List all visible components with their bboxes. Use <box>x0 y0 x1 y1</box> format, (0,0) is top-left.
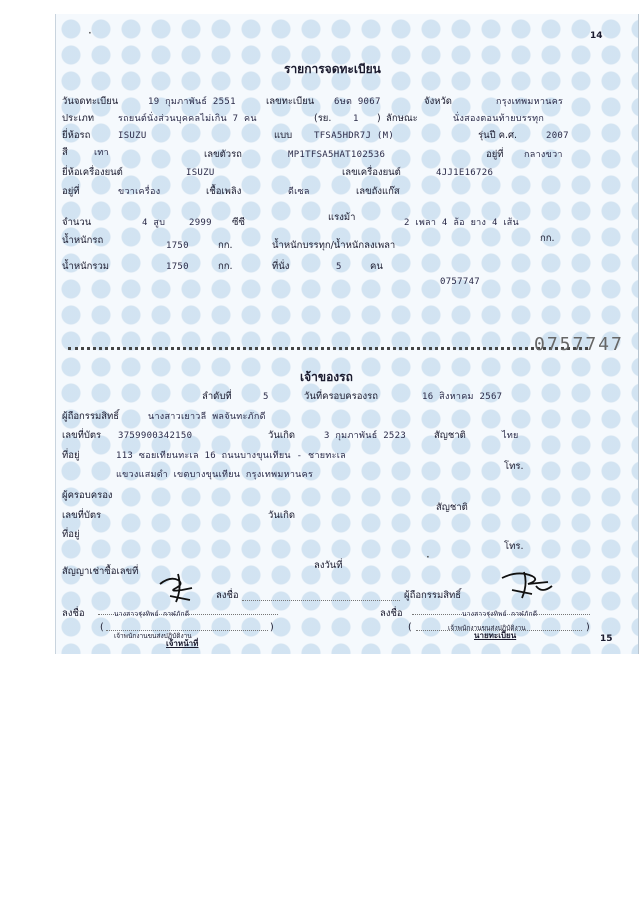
possessor-label: ผู้ครอบครอง <box>62 490 113 501</box>
id-label: เลขที่บัตร <box>62 430 102 441</box>
page-number-bottom: 15 <box>600 634 613 644</box>
left-sign-label: ลงชื่อ <box>62 608 85 619</box>
owner-sig-label: ผู้ถือกรรมสิทธิ์ <box>404 590 462 601</box>
cc-label: ซีซี <box>232 217 245 228</box>
model-value: TFSA5HDR7J (M) <box>314 131 395 141</box>
right-sign-label: ลงชื่อ <box>380 608 403 619</box>
brand-label: ยี่ห้อรถ <box>62 130 91 141</box>
registrar-signature-right <box>498 566 558 602</box>
reg-date-value: 19 กุมภาพันธ์ 2551 <box>148 97 236 107</box>
type-label: ประเภท <box>62 113 95 124</box>
persons-label: คน <box>370 261 383 272</box>
axle-value: 2 เพลา 4 ล้อ ยาง 4 เส้น <box>404 218 520 228</box>
hp-label: แรงม้า <box>328 212 356 223</box>
owner-title: เจ้าของรถ <box>300 370 353 384</box>
left-officer-title: เจ้าพนักงานขนส่งปฏิบัติงาน <box>114 632 192 640</box>
chassis-value: MP1TFSA5HAT102536 <box>288 150 386 160</box>
birth2-label: วันเกิด <box>268 510 295 521</box>
province-value: กรุงเทพมหานคร <box>496 97 564 107</box>
seats-label: ที่นั่ง <box>272 261 290 272</box>
engine-no-value: 4JJ1E16726 <box>436 168 494 178</box>
at-label: อยู่ที่ <box>486 149 504 160</box>
at2-label: อยู่ที่ <box>62 186 80 197</box>
engine-brand-value: ISUZU <box>186 168 215 178</box>
kg-1: กก. <box>218 240 233 251</box>
cc-value: 2999 <box>189 218 212 228</box>
order-label: ลำดับที่ <box>202 391 232 402</box>
brand-value: ISUZU <box>118 131 147 141</box>
payload-label: น้ำหนักบรรทุก/น้ำหนักลงเพลา <box>272 240 396 251</box>
nationality-value: ไทย <box>502 431 519 441</box>
engine-no-label: เลขเครื่องยนต์ <box>342 167 401 178</box>
birth-value: 3 กุมภาพันธ์ 2523 <box>324 431 407 441</box>
nationality-label: สัญชาติ <box>434 430 466 441</box>
reg-no-label: เลขทะเบียน <box>266 96 315 107</box>
type-value: รถยนต์นั่งส่วนบุคคลไม่เกิน 7 คน <box>118 114 257 124</box>
signed-date-label: ลงวันที่ <box>314 560 343 571</box>
tel-label: โทร. <box>504 461 524 472</box>
owner-label: ผู้ถือกรรมสิทธิ์ <box>62 411 120 422</box>
birth-label: วันเกิด <box>268 430 295 441</box>
tear-line <box>68 347 588 350</box>
cylinders-label: จำนวน <box>62 217 92 228</box>
address2-label: ที่อยู่ <box>62 529 80 540</box>
character-value: นั่งสองตอนท้ายบรรทุก <box>453 114 545 124</box>
engine-brand-label: ยี่ห้อเครื่องยนต์ <box>62 167 123 178</box>
id2-label: เลขที่บัตร <box>62 510 102 521</box>
chassis-label: เลขตัวรถ <box>204 149 242 160</box>
color-value: เทา <box>94 148 109 158</box>
serial-number: 0757747 <box>440 277 481 287</box>
model-label: แบบ <box>274 130 293 141</box>
owner-sign-line <box>242 600 400 601</box>
weight-label: น้ำหนักรถ <box>62 235 104 246</box>
sign-label: ลงชื่อ <box>216 590 239 601</box>
fuel-label: เชื้อเพลิง <box>206 186 242 197</box>
registration-title: รายการจดทะเบียน <box>284 62 381 76</box>
address-line1: 113 ซอยเทียนทะเล 16 ถนนบางขุนเทียน - ชายทะเล <box>116 451 346 461</box>
fuel-value: ดีเซล <box>288 187 310 197</box>
total-weight-label: น้ำหนักรวม <box>62 261 110 272</box>
possession-date-label: วันที่ครอบครองรถ <box>304 391 378 402</box>
rb-value: 1 <box>353 114 359 124</box>
owner-value: นางสาวเยาวลี พลจันทะภักดี <box>148 412 266 422</box>
seats-value: 5 <box>336 262 342 272</box>
at-value: กลางขวา <box>524 150 563 160</box>
possession-date-value: 16 สิงหาคม 2567 <box>422 392 503 402</box>
hire-contract-label: สัญญาเช่าซื้อเลขที่ <box>62 566 139 577</box>
color-label: สี <box>62 147 68 158</box>
reg-date-label: วันจดทะเบียน <box>62 96 119 107</box>
speck-top: · <box>88 26 92 40</box>
left-role: เจ้าหน้าที่ <box>166 639 199 648</box>
order-value: 5 <box>263 392 269 402</box>
right-officer-title: เจ้าพนักงานขนส่งปฏิบัติงาน <box>448 624 526 632</box>
nationality2-label: สัญชาติ <box>436 502 468 513</box>
address-line2: แขวงแสมดำ เขตบางขุนเทียน กรุงเทพมหานคร <box>116 470 314 480</box>
reg-no-value: 6ษต 9067 <box>334 97 381 107</box>
page-number-top: 14 <box>590 31 603 41</box>
rb-label: (รย. <box>314 113 332 124</box>
right-role: นายทะเบียน <box>474 631 517 640</box>
model-year-value: 2007 <box>546 131 569 141</box>
address-label: ที่อยู่ <box>62 450 80 461</box>
right-officer-name: นางสาวรุ่งทิพย์ กาฬภักดี <box>462 610 538 618</box>
weight-value: 1750 <box>166 241 189 251</box>
character-label: ลักษณะ <box>386 113 418 124</box>
id-value: 3759900342150 <box>118 431 193 441</box>
tel2-label: โทร. <box>504 541 524 552</box>
tank-label: เลขถังแก๊ส <box>356 186 400 197</box>
kg-2: กก. <box>540 233 555 244</box>
model-year-label: รุ่นปี ค.ศ. <box>478 130 518 141</box>
province-label: จังหวัด <box>424 96 452 107</box>
left-officer-name: นางสาวรุ่งทิพย์ กาฬภักดี <box>114 610 190 618</box>
total-weight-value: 1750 <box>166 262 189 272</box>
kg-3: กก. <box>218 261 233 272</box>
at2-value: ขวาเครื่อง <box>118 187 161 197</box>
speck: · <box>426 550 430 564</box>
officer-signature-left <box>156 566 200 606</box>
registration-document: รายการจดทะเบียน วันจดทะเบียน 19 กุมภาพันธ์ 2551 เลขทะเบียน 6ษต 9067 จังหวัด กรุงเทพมหานคร ประเภท รถยนต์นั่งส่วนบุคคลไม่เกิน 7 คน (รย. 1 ) ลักษณะ นั่งสองตอนท้ายบรรทุก ยี่ห้อรถ ISUZU แบบ TFSA5HDR7J (M) รุ่นปี ค.ศ. 2007 สี เทา เลขตัวรถ MP1TFSA5HAT102536 อยู่ที่ กลางขวา ยี่ห้อเครื่องยนต์ ISUZU เลขเครื่องยนต์ 4JJ1E16726 อยู่ที่ ขวาเครื่อง เชื้อเพลิง ดีเซล เลขถังแก๊ส จำนวน 4 สูบ 2999 ซีซี แรงม้า 2 เพลา 4 ล้อ ยาง 4 เส้น น้ำหนักรถ 1750 กก. น้ำหนักบรรทุก/น้ำหนักลงเพลา กก. น้ำหนักรวม 1750 กก. ที่นั่ง 5 คน 0757747 0757747 เจ้าของรถ ลำดับที่ 5 วันที่ครอบครองรถ 16 สิงหาคม 2567 ผู้ถือกรรมสิทธิ์ นางสาวเยาวลี พลจันทะภักดี เลขที่บัตร 3759900342150 วันเกิด 3 กุมภาพันธ์ 2523 สัญชาติ ไทย ที่อยู่ 113 ซอยเทียนทะเล 16 ถนนบางขุนเทียน - ชายทะเล แขวงแสมดำ เขตบางขุนเทียน กรุงเทพมหานคร โทร. ผู้ครอบครอง เลขที่บัตร วันเกิด สัญชาติ ที่อยู่ โทร. สัญญาเช่าซื้อเลขที่ ลงวันที่ · ลงชื่อ ผู้ถือกรรมสิทธิ์ ลงชื่อ นางสาวรุ่งทิพย์ กาฬภักดี ( ) เจ้าพนักงานขนส่งปฏิบัติงาน เจ้าหน้าที่ ลงชื่อ นางสาวรุ่งทิพย์ กาฬภักดี ( ) เจ้าพนักงานขนส่งปฏิบัติงาน นายทะเบียน <box>55 14 639 654</box>
rb-close: ) <box>377 113 381 124</box>
stamp-number: 0757747 <box>534 334 624 355</box>
cylinders-value: 4 สูบ <box>142 218 166 228</box>
